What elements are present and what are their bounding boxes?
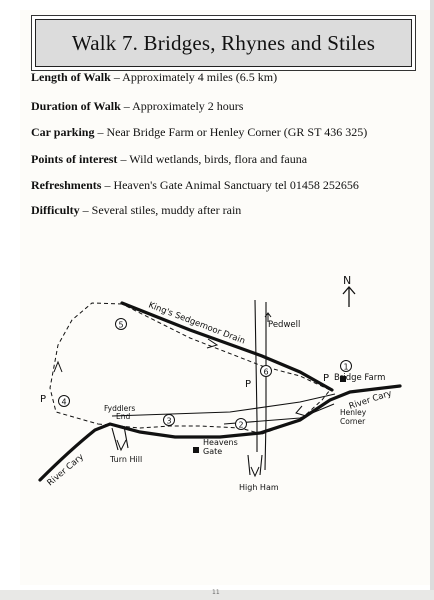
info-separator: – [94, 125, 107, 139]
info-value: Several stiles, muddy after rain [91, 203, 242, 217]
info-value: Approximately 2 hours [132, 99, 244, 113]
north-arrow-icon [343, 287, 355, 307]
info-label: Points of interest [31, 152, 118, 166]
point-marker-5 [116, 319, 127, 330]
point-marker-3 [164, 415, 175, 426]
river-cary-east-label: River Cary [347, 388, 394, 412]
info-label: Duration of Walk [31, 99, 121, 113]
info-value: Approximately 4 miles (6.5 km) [122, 70, 278, 84]
turn-hill-label: Turn Hill [110, 455, 143, 464]
north-label: N [343, 274, 352, 287]
point-marker-1 [341, 361, 352, 372]
point-marker-2 [236, 419, 247, 430]
point-number: 3 [166, 416, 172, 426]
fyddlers-end-label: End [116, 412, 131, 421]
heavens-gate-label: Gate [203, 447, 223, 456]
info-label: Length of Walk [31, 70, 111, 84]
high-ham-label: High Ham [239, 483, 279, 492]
fyddlers-end-label: Fyddlers [104, 404, 136, 413]
point-number: 6 [263, 367, 269, 377]
kings-sedgemoor-drain-line [122, 303, 332, 390]
pedwell-label: Pedwell [268, 320, 301, 330]
info-separator: – [79, 203, 92, 217]
parking-icon: P [245, 379, 252, 390]
info-value: Near Bridge Farm or Henley Corner (GR ST 436 325) [106, 125, 368, 139]
henley-corner-label: Corner [340, 417, 366, 426]
high-ham-road [248, 455, 262, 475]
point-marker-6 [261, 366, 272, 377]
heavens-gate-building-icon [193, 447, 199, 453]
east-west-road [112, 394, 335, 416]
page-number: 11 [212, 589, 220, 596]
info-separator: – [101, 178, 114, 192]
point-number: 1 [343, 362, 349, 372]
henley-corner-label: Henley [340, 408, 367, 417]
bridge-farm-label: Bridge Farm [334, 373, 386, 383]
pedwell-road-edge [265, 302, 266, 470]
info-separator: – [120, 99, 133, 113]
point-number: 4 [61, 397, 67, 407]
drain-label: King's Sedgemoor Drain [146, 300, 247, 347]
river-cary-line [40, 386, 400, 480]
page-title: Walk 7. Bridges, Rhynes and Stiles [71, 30, 376, 55]
point-number: 2 [238, 420, 244, 430]
route-arrow-icon [54, 362, 62, 372]
high-ham-arrow-icon [251, 467, 259, 476]
parking-icon: P [323, 373, 330, 384]
heavens-gate-label: Heavens [203, 438, 238, 447]
info-separator: – [110, 70, 123, 84]
info-label: Difficulty [31, 203, 80, 217]
point-number: 5 [118, 320, 124, 330]
info-value: Heaven's Gate Animal Sanctuary tel 01458 252656 [113, 178, 359, 192]
info-value: Wild wetlands, birds, flora and fauna [129, 152, 308, 166]
turn-hill-arrow-icon [117, 440, 126, 450]
info-label: Car parking [31, 125, 95, 139]
info-separator: – [117, 152, 130, 166]
river-cary-west-label: River Cary [45, 452, 86, 489]
point-marker-4 [59, 396, 70, 407]
parking-icon: P [40, 394, 47, 405]
route-arrow-icon [296, 406, 306, 416]
info-label: Refreshments [31, 178, 102, 192]
pedwell-road [255, 300, 257, 452]
